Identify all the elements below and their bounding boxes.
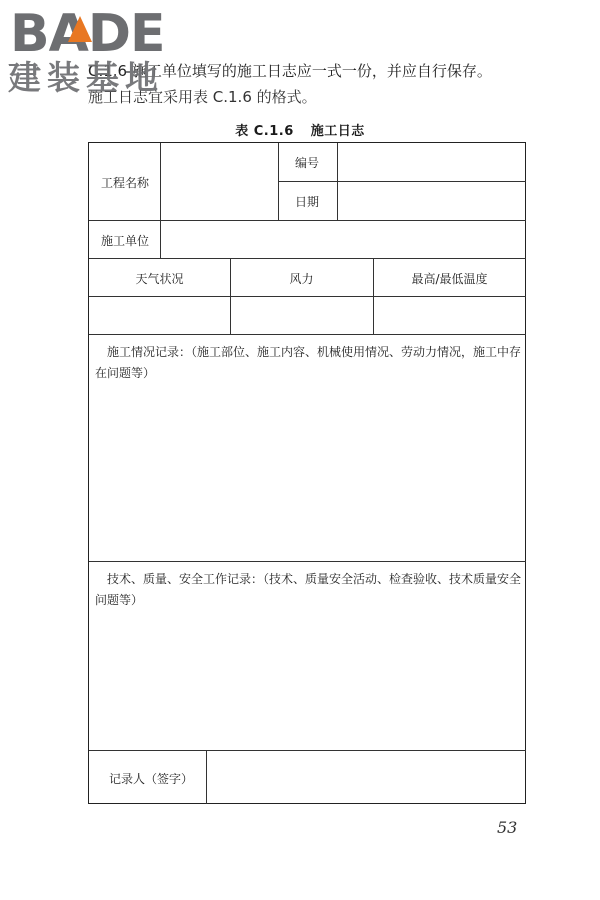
- grid-line: [278, 143, 279, 220]
- logo-accent-triangle-icon: [68, 16, 92, 42]
- construction-log-form: [88, 142, 526, 804]
- construction-record-field[interactable]: [89, 383, 526, 561]
- safety-record-field[interactable]: [89, 610, 526, 750]
- logo-subtitle: 建装基地: [8, 58, 164, 97]
- recorder-signature-field[interactable]: [207, 751, 526, 804]
- grid-line: [89, 258, 526, 259]
- intro-line-2: 施工日志宜采用表 C.1.6 的格式。: [88, 88, 317, 106]
- weather-field[interactable]: [89, 297, 230, 334]
- recorder-label: 记录人（签字）: [109, 772, 194, 786]
- construction-unit-label: 施工单位: [101, 234, 150, 248]
- wind-field[interactable]: [231, 297, 373, 334]
- number-label: 编号: [295, 156, 320, 170]
- wind-label: 风力: [289, 272, 314, 286]
- construction-record-heading: 施工情况记录：（施工部位、施工内容、机械使用情况、劳动力情况，施工中存 在问题等）: [95, 345, 522, 380]
- number-field[interactable]: [338, 143, 526, 181]
- weather-label: 天气状况: [135, 272, 184, 286]
- date-label: 日期: [295, 195, 320, 209]
- grid-line: [89, 561, 526, 562]
- grid-line: [89, 334, 526, 335]
- safety-record-heading: 技术、质量、安全工作记录：（技术、质量安全活动、检查验收、技术质量安全 问题等）: [95, 572, 522, 607]
- intro-line-1: C.1.6 施工单位填写的施工日志应一式一份，并应自行保存。: [88, 62, 492, 80]
- table-number: 表 C.1.6: [235, 124, 294, 139]
- temperature-label: 最高/最低温度: [411, 272, 488, 286]
- logo-text: BADE: [10, 4, 165, 64]
- project-name-label: 工程名称: [101, 176, 150, 190]
- project-name-field[interactable]: [161, 143, 278, 220]
- construction-unit-field[interactable]: [161, 221, 526, 258]
- page-number: 53: [497, 818, 518, 837]
- bade-logo: [8, 4, 178, 104]
- table-title: 施工日志: [310, 124, 365, 139]
- temperature-field[interactable]: [374, 297, 526, 334]
- date-field[interactable]: [338, 182, 526, 220]
- table-caption: [0, 120, 600, 139]
